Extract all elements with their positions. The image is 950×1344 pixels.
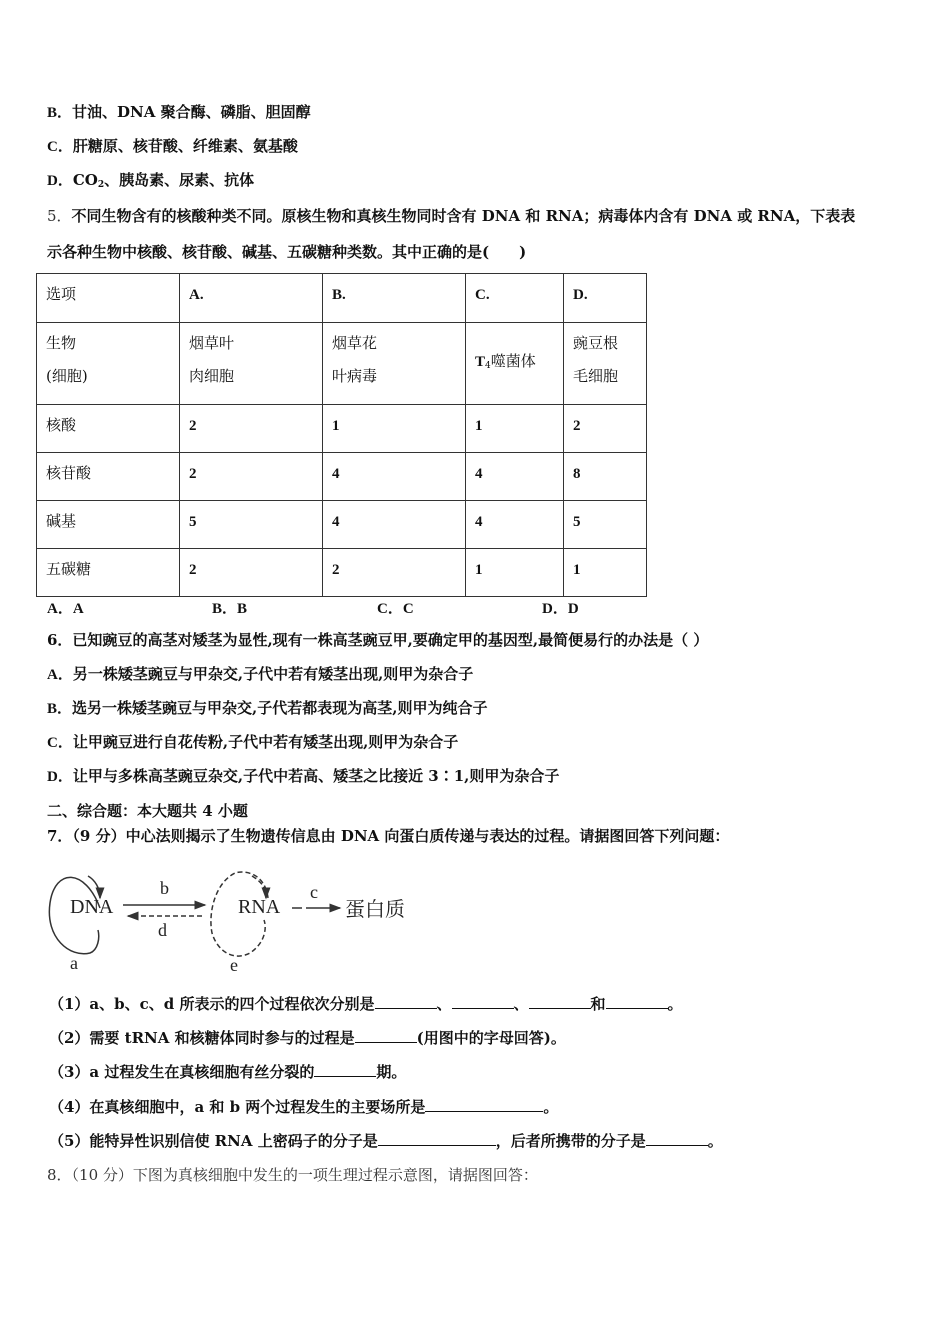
- table-cell: 1: [466, 549, 564, 597]
- q6-option-a: A．另一株矮茎豌豆与甲杂交,子代中若有矮茎出现,则甲为杂合子: [47, 665, 474, 683]
- option-text: 、胰岛素、尿素、抗体: [104, 171, 255, 189]
- table-cell: 4: [323, 501, 466, 549]
- answer-blank[interactable]: [378, 1131, 496, 1146]
- table-row-label: 碱基: [37, 501, 180, 549]
- table-cell: 烟草叶 肉细胞: [180, 323, 323, 405]
- q5-table: [36, 273, 647, 597]
- table-cell: 2: [564, 405, 647, 453]
- section-title: 二、综合题：本大题共 4 小题: [47, 802, 248, 820]
- table-row-label: 核苷酸: [37, 453, 180, 501]
- node-rna: RNA: [238, 896, 281, 918]
- q7-sub-3: （3）a 过程发生在真核细胞有丝分裂的 期。: [49, 1063, 407, 1081]
- answer-option-b: B．B: [212, 601, 248, 617]
- option-text: 肝糖原、核苷酸、纤维素、氨基酸: [72, 137, 298, 155]
- table-header-cell: D.: [564, 274, 647, 323]
- q6-option-b: B．选另一株矮茎豌豆与甲杂交,子代若都表现为高茎,则甲为纯合子: [47, 699, 488, 717]
- option-text: 甘油、DNA 聚合酶、磷脂、胆固醇: [72, 103, 311, 121]
- table-header-cell: 选项: [37, 274, 180, 323]
- q7-sub-4: （4）在真核细胞中，a 和 b 两个过程发生的主要场所是 。: [49, 1098, 559, 1116]
- table-cell: 2: [323, 549, 466, 597]
- table-cell: 1: [564, 549, 647, 597]
- label-a: a: [70, 953, 78, 973]
- answer-option-d: D．D: [542, 601, 579, 617]
- label-c: c: [310, 882, 318, 902]
- option-label: B．: [47, 105, 73, 121]
- table-cell: 2: [180, 405, 323, 453]
- table-cell: 4: [466, 501, 564, 549]
- central-dogma-diagram: [40, 858, 440, 983]
- answer-option-c: C．C: [377, 601, 414, 617]
- central-dogma-svg: [40, 858, 440, 983]
- table-row-label: 核酸: [37, 405, 180, 453]
- table-cell: 豌豆根 毛细胞: [564, 323, 647, 405]
- option-label: C．: [47, 139, 73, 155]
- answer-blank[interactable]: [529, 994, 591, 1009]
- answer-blank[interactable]: [375, 994, 437, 1009]
- q5-stem-line1: [47, 206, 855, 226]
- answer-option-a: A．A: [47, 601, 84, 617]
- table-row: [37, 549, 647, 597]
- answer-blank[interactable]: [646, 1131, 708, 1146]
- answer-blank[interactable]: [606, 994, 668, 1009]
- q8-stem: 8．（10 分）下图为真核细胞中发生的一项生理过程示意图，请据图回答：: [47, 1166, 538, 1184]
- q4-option-c: [47, 136, 298, 157]
- label-e: e: [230, 955, 238, 975]
- table-cell: 5: [180, 501, 323, 549]
- q7-stem: 7．（9 分）中心法则揭示了生物遗传信息由 DNA 向蛋白质传递与表达的过程。请据图回答下列问题：: [47, 827, 730, 845]
- table-header-cell: A.: [180, 274, 323, 323]
- q5-stem-line2: 示各种生物中核酸、核苷酸、碱基、五碳糖种类数。其中正确的是( ): [47, 243, 527, 261]
- q7-sub-2: （2）需要 tRNA 和核糖体同时参与的过程是 (用图中的字母回答)。: [49, 1029, 566, 1047]
- table-cell: $T_4$噬菌体: [466, 323, 564, 405]
- node-protein: 蛋白质: [345, 899, 405, 921]
- table-cell: 烟草花 叶病毒: [323, 323, 466, 405]
- table-row: [37, 453, 647, 501]
- table-cell: 2: [180, 549, 323, 597]
- table-cell: 8: [564, 453, 647, 501]
- table-cell: 4: [466, 453, 564, 501]
- table-cell: 5: [564, 501, 647, 549]
- q6-stem: 6．已知豌豆的高茎对矮茎为显性,现有一株高茎豌豆甲,要确定甲的基因型,最简便易行的办法是（ ）: [47, 631, 709, 649]
- table-header-cell: B.: [323, 274, 466, 323]
- table-header-row: [37, 274, 647, 323]
- table-cell: 1: [466, 405, 564, 453]
- table-header-cell: C.: [466, 274, 564, 323]
- table-row-label: 五碳糖: [37, 549, 180, 597]
- table-row-organism: [37, 323, 647, 405]
- label-b: b: [160, 878, 169, 898]
- node-dna: DNA: [70, 896, 114, 918]
- table-cell: 生物 (细胞): [37, 323, 180, 405]
- q7-sub-1: （1）a、b、c、d 所表示的四个过程依次分别是 、 、 和 。: [49, 995, 683, 1013]
- table-cell: 2: [180, 453, 323, 501]
- answer-blank[interactable]: [314, 1062, 376, 1077]
- q5-text: 不同生物含有的核酸种类不同。原核生物和真核生物同时含有 DNA 和 RNA；病毒体内含有 DNA 或 RNA，下表表: [71, 207, 856, 225]
- table-row: [37, 501, 647, 549]
- table-cell: 1: [323, 405, 466, 453]
- question-number: 5．: [47, 207, 72, 225]
- option-label: D．: [47, 173, 73, 189]
- q6-option-d: D．让甲与多株高茎豌豆杂交,子代中若高、矮茎之比接近 3∶1,则甲为杂合子: [47, 767, 560, 785]
- label-d: d: [158, 920, 167, 940]
- subscript: 2: [97, 180, 105, 190]
- answer-blank[interactable]: [355, 1028, 417, 1043]
- co2-text: CO: [72, 171, 98, 189]
- q6-option-c: C．让甲豌豆进行自花传粉,子代中若有矮茎出现,则甲为杂合子: [47, 733, 459, 751]
- answer-blank[interactable]: [452, 994, 514, 1009]
- q4-option-d: [47, 170, 254, 195]
- q7-sub-5: （5）能特异性识别信使 RNA 上密码子的分子是 ，后者所携带的分子是 。: [49, 1132, 723, 1150]
- q4-option-b: [47, 102, 311, 123]
- table-cell: 4: [323, 453, 466, 501]
- table-row: [37, 405, 647, 453]
- answer-blank[interactable]: [425, 1097, 543, 1112]
